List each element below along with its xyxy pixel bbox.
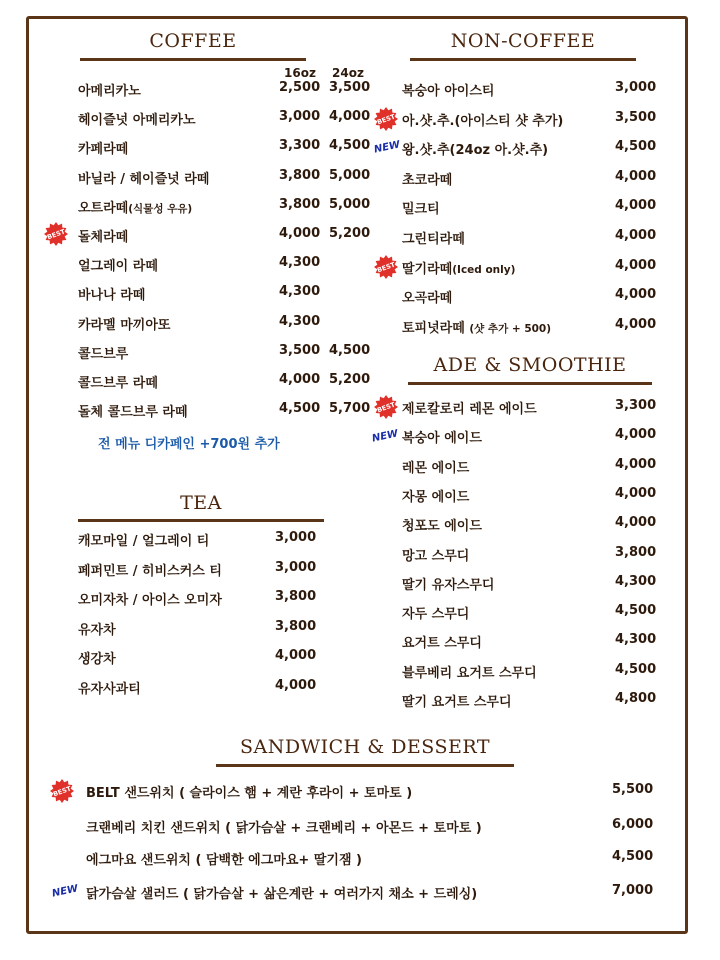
item-name: 밀크티 bbox=[402, 202, 440, 218]
item-price: 7,000 bbox=[612, 883, 654, 898]
price-16oz: 4,000 bbox=[279, 226, 321, 241]
svg-text:BEST: BEST bbox=[376, 112, 397, 126]
item-price: 4,500 bbox=[615, 603, 657, 619]
item-name: 에그마요 샌드위치 ( 담백한 에그마요+ 딸기잼 ) bbox=[86, 853, 362, 868]
item-price: 4,000 bbox=[615, 456, 657, 472]
sandwich-item bbox=[86, 817, 656, 839]
ade-smoothie-item bbox=[402, 398, 657, 420]
ade-smoothie-item bbox=[402, 632, 657, 654]
non-coffee-item bbox=[402, 80, 657, 102]
price-16oz: 4,000 bbox=[279, 372, 321, 387]
price-16oz: 3,000 bbox=[279, 109, 321, 125]
price-24oz: 5,000 bbox=[329, 196, 371, 212]
rule-ade-smoothie bbox=[408, 382, 652, 385]
item-name: 망고 스무디 bbox=[402, 548, 470, 564]
new-badge: NEW bbox=[371, 428, 400, 445]
price-16oz: 4,300 bbox=[279, 313, 321, 329]
ade-smoothie-item bbox=[402, 573, 657, 596]
coffee-item bbox=[78, 372, 378, 394]
item-price: 4,500 bbox=[612, 849, 654, 864]
price-24oz: 4,500 bbox=[329, 342, 371, 358]
item-name: 생강차 bbox=[78, 652, 116, 668]
decaf-note: 전 메뉴 디카페인 +700원 추가 bbox=[98, 437, 280, 452]
item-price: 4,300 bbox=[615, 573, 657, 589]
item-name: 오곡라떼 bbox=[402, 291, 453, 307]
ade-smoothie-item bbox=[402, 515, 657, 537]
coffee-item bbox=[78, 138, 378, 160]
item-name: 유자차 bbox=[78, 622, 116, 638]
coffee-item bbox=[78, 168, 378, 190]
item-name: 콜드브루 라떼 bbox=[78, 376, 158, 391]
tea-item bbox=[78, 560, 328, 582]
sandwich-item bbox=[86, 782, 656, 804]
col-head-24oz: 24oz bbox=[332, 66, 364, 80]
item-price: 3,500 bbox=[615, 109, 657, 125]
item-price: 4,000 bbox=[615, 515, 657, 531]
tea-item bbox=[78, 589, 328, 611]
sandwich-item bbox=[86, 849, 656, 871]
item-name: 카라멜 마끼아또 bbox=[78, 317, 171, 333]
item-price: 4,000 bbox=[615, 228, 657, 243]
item-name: 자몽 에이드 bbox=[402, 489, 470, 505]
ade-smoothie-item bbox=[402, 456, 657, 479]
svg-text:BEST: BEST bbox=[376, 260, 397, 274]
price-24oz: 4,000 bbox=[329, 109, 371, 125]
non-coffee-item bbox=[402, 139, 657, 161]
rule-coffee bbox=[80, 58, 306, 61]
item-price: 3,800 bbox=[275, 589, 317, 605]
item-name: 캐모마일 / 얼그레이 티 bbox=[78, 534, 210, 549]
heading-coffee: COFFEE bbox=[149, 30, 237, 52]
non-coffee-item bbox=[402, 257, 657, 280]
item-price: 5,500 bbox=[612, 782, 654, 797]
price-16oz: 4,300 bbox=[279, 284, 321, 300]
price-24oz: 3,500 bbox=[329, 80, 371, 95]
best-badge-icon bbox=[374, 395, 398, 419]
item-price: 4,000 bbox=[615, 198, 657, 214]
price-24oz: 5,200 bbox=[329, 226, 371, 241]
item-name: BELT 샌드위치 ( 슬라이스 햄 + 계란 후라이 + 토마토 ) bbox=[86, 786, 413, 801]
item-name: 레몬 에이드 bbox=[402, 460, 470, 476]
item-price: 3,800 bbox=[615, 544, 657, 560]
item-name: 오트라떼(식물성 우유) bbox=[78, 200, 193, 216]
price-16oz: 3,800 bbox=[279, 196, 321, 212]
tea-item bbox=[78, 619, 328, 641]
item-name: 딸기 요거트 스무디 bbox=[402, 695, 512, 710]
non-coffee-item bbox=[402, 198, 657, 220]
item-name: 크랜베리 치킨 샌드위치 ( 닭가슴살 + 크랜베리 + 아몬드 + 토마토 ) bbox=[86, 821, 482, 836]
item-price: 4,000 bbox=[615, 316, 657, 332]
price-16oz: 4,300 bbox=[279, 255, 321, 271]
rule-non-coffee bbox=[410, 58, 636, 61]
item-name: 요거트 스무디 bbox=[402, 636, 482, 652]
new-badge: NEW bbox=[373, 139, 402, 156]
coffee-item bbox=[78, 284, 378, 306]
price-24oz: 4,500 bbox=[329, 138, 371, 154]
item-name: 오미자차 / 아이스 오미자 bbox=[78, 593, 222, 609]
price-16oz: 3,300 bbox=[279, 138, 321, 154]
price-24oz: 5,000 bbox=[329, 167, 371, 183]
item-price: 4,000 bbox=[275, 648, 317, 664]
price-16oz: 3,800 bbox=[279, 167, 321, 183]
coffee-item bbox=[78, 314, 378, 336]
item-price: 4,800 bbox=[615, 691, 657, 706]
ade-smoothie-item bbox=[402, 544, 657, 567]
item-name: 카페라떼 bbox=[78, 142, 129, 158]
tea-item bbox=[78, 530, 328, 552]
tea-item bbox=[78, 648, 328, 670]
item-name: 토피넛라떼 (샷 추가 + 500) bbox=[402, 320, 552, 336]
item-name: 아메리카노 bbox=[78, 84, 141, 99]
item-name: 자두 스무디 bbox=[402, 607, 470, 623]
item-price: 4,500 bbox=[615, 661, 657, 677]
ade-smoothie-item bbox=[402, 603, 657, 625]
item-name: 블루베리 요거트 스무디 bbox=[402, 665, 537, 681]
item-price: 6,000 bbox=[612, 817, 654, 832]
heading-non-coffee: NON-COFFEE bbox=[450, 30, 596, 52]
price-16oz: 4,500 bbox=[279, 401, 321, 417]
svg-text:BEST: BEST bbox=[52, 784, 73, 799]
best-badge-icon bbox=[50, 779, 74, 803]
tea-item bbox=[78, 678, 328, 700]
coffee-item bbox=[78, 80, 378, 102]
price-16oz: 3,500 bbox=[279, 342, 321, 358]
item-name: 돌체 콜드브루 라떼 bbox=[78, 405, 188, 421]
new-badge: NEW bbox=[51, 883, 80, 900]
svg-text:BEST: BEST bbox=[46, 227, 67, 242]
item-name: 돌체라떼 bbox=[78, 230, 129, 245]
item-price: 4,000 bbox=[615, 287, 657, 303]
price-16oz: 2,500 bbox=[279, 80, 321, 95]
non-coffee-item bbox=[402, 168, 657, 191]
ade-smoothie-item bbox=[402, 661, 657, 684]
item-price: 3,000 bbox=[275, 530, 317, 545]
ade-smoothie-item bbox=[402, 691, 657, 713]
best-badge-icon bbox=[374, 107, 398, 131]
item-name: 헤이즐넛 아메리카노 bbox=[78, 113, 196, 129]
item-price: 4,000 bbox=[615, 168, 657, 184]
item-name: 초코라떼 bbox=[402, 172, 453, 188]
item-price: 3,000 bbox=[275, 559, 317, 575]
non-coffee-item bbox=[402, 228, 657, 250]
coffee-item bbox=[78, 401, 378, 423]
item-price: 3,000 bbox=[615, 80, 657, 95]
item-price: 4,000 bbox=[615, 257, 657, 273]
item-name: 청포도 에이드 bbox=[402, 519, 482, 535]
coffee-item bbox=[78, 343, 378, 365]
col-head-16oz: 16oz bbox=[284, 66, 316, 80]
item-name: 그린티라떼 bbox=[402, 232, 465, 247]
item-price: 4,000 bbox=[275, 678, 317, 693]
non-coffee-item bbox=[402, 109, 657, 132]
heading-sandwich-dessert: SANDWICH & DESSERT bbox=[239, 736, 491, 758]
coffee-item bbox=[78, 197, 378, 219]
price-24oz: 5,700 bbox=[329, 401, 371, 417]
non-coffee-item bbox=[402, 316, 657, 339]
item-name: 왕.샷.추(24oz 아.샷.추) bbox=[402, 143, 549, 159]
item-price: 4,300 bbox=[615, 632, 657, 648]
item-name: 닭가슴살 샐러드 ( 닭가슴살 + 삶은계란 + 여러가지 채소 + 드레싱) bbox=[86, 887, 478, 902]
sandwich-item bbox=[86, 883, 656, 905]
item-price: 4,500 bbox=[615, 139, 657, 155]
item-name: 얼그레이 라떼 bbox=[78, 259, 158, 275]
price-24oz: 5,200 bbox=[329, 372, 371, 387]
item-name: 유자사과티 bbox=[78, 682, 141, 697]
item-name: 딸기 유자스무디 bbox=[402, 577, 495, 593]
item-name: 아.샷.추.(아이스티 샷 추가) bbox=[402, 113, 564, 129]
heading-ade-smoothie: ADE & SMOOTHIE bbox=[433, 354, 627, 376]
rule-sandwich-dessert bbox=[216, 764, 514, 767]
item-name: 복숭아 에이드 bbox=[402, 431, 482, 447]
non-coffee-item bbox=[402, 287, 657, 309]
ade-smoothie-item bbox=[402, 485, 657, 508]
item-price: 3,300 bbox=[615, 398, 657, 413]
item-price: 4,000 bbox=[615, 485, 657, 501]
item-name: 딸기라떼(Iced only) bbox=[402, 261, 516, 277]
item-name: 페퍼민트 / 히비스커스 티 bbox=[78, 563, 222, 579]
item-name: 바나나 라떼 bbox=[78, 288, 146, 304]
item-price: 4,000 bbox=[615, 427, 657, 443]
coffee-item bbox=[78, 255, 378, 277]
coffee-item bbox=[78, 109, 378, 131]
item-name: 제로칼로리 레몬 에이드 bbox=[402, 402, 537, 417]
heading-tea: TEA bbox=[180, 492, 222, 514]
item-price: 3,800 bbox=[275, 618, 317, 634]
item-name: 콜드브루 bbox=[78, 346, 129, 362]
best-badge-icon bbox=[44, 222, 68, 246]
rule-tea bbox=[78, 519, 324, 522]
coffee-item bbox=[78, 226, 378, 248]
item-name: 바닐라 / 헤이즐넛 라떼 bbox=[78, 171, 210, 187]
svg-text:BEST: BEST bbox=[376, 400, 397, 415]
best-badge-icon bbox=[374, 255, 398, 279]
ade-smoothie-item bbox=[402, 427, 657, 449]
item-name: 복숭아 아이스티 bbox=[402, 84, 495, 99]
